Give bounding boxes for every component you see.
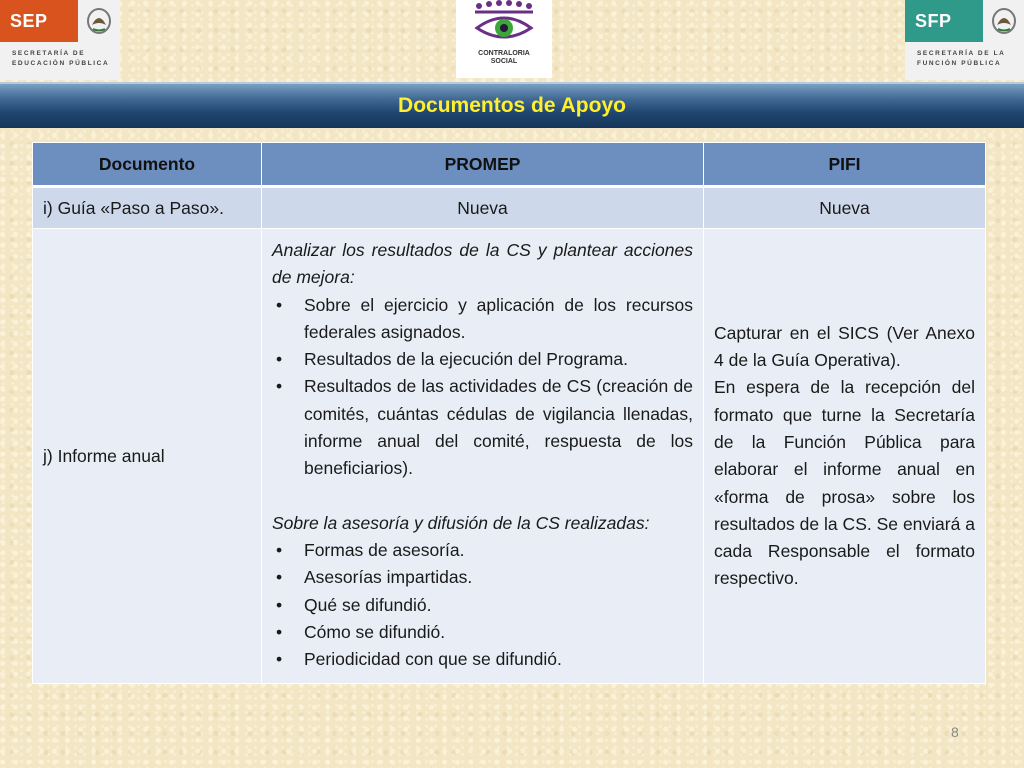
row1-pifi: Nueva: [704, 187, 986, 229]
documents-table: [32, 142, 986, 684]
list-item: • Cómo se difundió.: [272, 619, 693, 646]
promep-list-2: [272, 537, 693, 673]
row2-documento: j) Informe anual: [33, 229, 262, 684]
list-item: • Formas de asesoría.: [272, 537, 693, 564]
cs-line1: CONTRALORIA: [478, 50, 530, 57]
sfp-logo: [905, 0, 1024, 80]
title-bar: [0, 82, 1024, 128]
sep-line2: EDUCACIÓN PÚBLICA: [12, 60, 110, 67]
list-item: • Resultados de las actividades de CS (creación de comités, cuántas cédulas de vigilancia llenadas, informe anual del comité, respuesta de los beneficiarios).: [272, 373, 693, 482]
promep-intro-2: Sobre la asesoría y difusión de la CS realizadas:: [272, 512, 650, 533]
list-item: • Resultados de la ejecución del Programa.: [272, 346, 693, 373]
sfp-logo-tag: SFP: [905, 0, 983, 42]
pifi-paragraph-2: En espera de la recepción del formato que turne la Secretaría de la Función Pública para elaborar el informe anual en «forma de prosa» sobre los resultados de la CS. Se enviará a cada Responsable el formato respectivo.: [714, 377, 975, 589]
page-number: 8: [951, 724, 959, 740]
header-pifi: PIFI: [704, 143, 986, 187]
row1-documento: i) Guía «Paso a Paso».: [33, 187, 262, 229]
list-item: • Sobre el ejercicio y aplicación de los recursos federales asignados.: [272, 292, 693, 347]
pifi-paragraph-1: Capturar en el SICS (Ver Anexo 4 de la Guía Operativa).: [714, 322, 975, 371]
cs-line2: SOCIAL: [490, 58, 518, 65]
contraloria-eye-icon: [469, 0, 539, 48]
contraloria-social-logo: [456, 0, 552, 78]
page-title: Documentos de Apoyo: [398, 94, 626, 117]
promep-intro-1: Analizar los resultados de la CS y plantear acciones de mejora:: [272, 240, 693, 288]
header-documento: Documento: [33, 143, 262, 187]
header-promep: PROMEP: [262, 143, 704, 187]
sep-line1: SECRETARÍA DE: [12, 50, 86, 57]
mexico-eagle-icon: [78, 0, 120, 42]
list-item: • Qué se difundió.: [272, 592, 693, 619]
row2-promep: [262, 229, 704, 684]
sfp-line2: FUNCIÓN PÚBLICA: [917, 60, 1002, 67]
row2-pifi: [704, 229, 986, 684]
sep-logo-tag: SEP: [0, 0, 78, 42]
sep-logo: [0, 0, 120, 80]
mexico-eagle-icon: [983, 0, 1024, 42]
promep-list-1: [272, 292, 693, 483]
table-row: [33, 229, 986, 684]
list-item: • Asesorías impartidas.: [272, 564, 693, 591]
table-header-row: [33, 143, 986, 187]
list-item: • Periodicidad con que se difundió.: [272, 646, 693, 673]
row1-promep: Nueva: [262, 187, 704, 229]
sfp-line1: SECRETARÍA DE LA: [917, 50, 1006, 57]
table-row: [33, 187, 986, 229]
